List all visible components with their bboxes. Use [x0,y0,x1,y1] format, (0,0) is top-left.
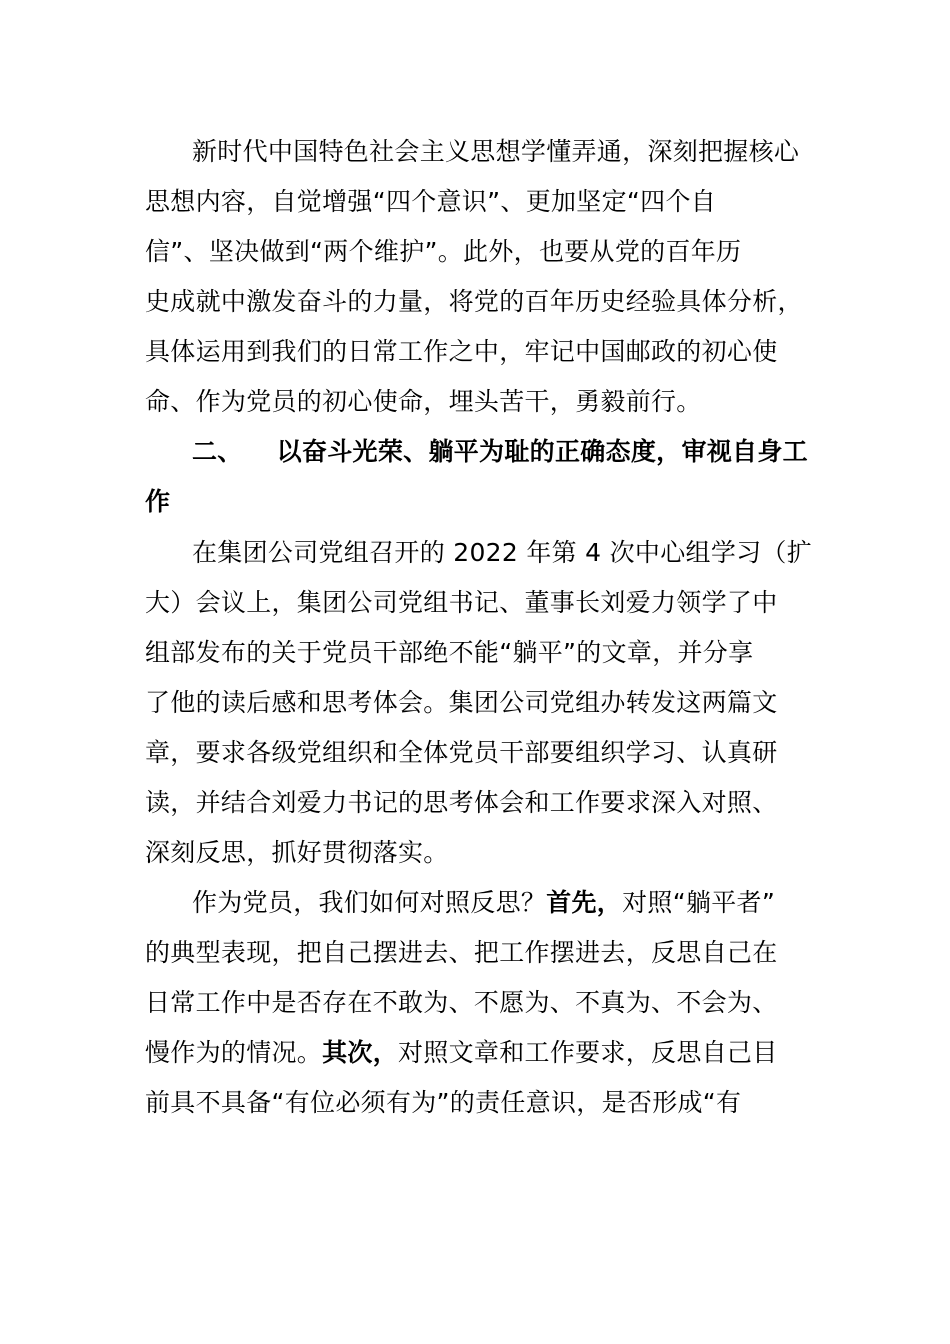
section-heading-line-2: 作 [145,487,171,516]
paragraph-2-line-2: 大）会议上，集团公司党组书记、董事长刘爱力领学了中 [145,588,778,617]
paragraph-2-line-4: 了他的读后感和思考体会。集团公司党组办转发这两篇文 [145,688,778,717]
paragraph-3-line-4-start: 慢作为的情况。 [145,1038,323,1067]
paragraph-2-line-6: 读，并结合刘爱力书记的思考体会和工作要求深入对照、 [145,788,778,817]
section-heading-text: 以奋斗光荣、躺平为耻的正确态度，审视自身工 [276,437,808,466]
paragraph-3-line-1 [192,878,775,928]
paragraph-2-line-7: 深刻反思，抓好贯彻落实。 [145,838,449,867]
paragraph-1-line-3: 信”、坚决做到“两个维护”。此外，也要从党的百年历 [145,237,742,266]
section-heading-number: 二、 [192,437,243,466]
section-heading [192,427,808,477]
paragraph-1-line-4: 史成就中激发奋斗的力量，将党的百年历史经验具体分析， [145,287,803,316]
paragraph-3-line-5: 前具不具备“有位必须有为”的责任意识，是否形成“有 [145,1088,742,1117]
paragraph-3-line-1-start: 作为党员，我们如何对照反思？ [192,888,547,917]
paragraph-1-line-5: 具体运用到我们的日常工作之中，牢记中国邮政的初心使 [145,337,778,366]
paragraph-3-line-4 [145,1028,778,1078]
paragraph-1-line-6: 命、作为党员的初心使命，埋头苦干，勇毅前行。 [145,387,702,416]
paragraph-1-line-1: 新时代中国特色社会主义思想学懂弄通，深刻把握核心 [192,137,800,166]
paragraph-3-line-1-end: 对照“躺平者” [622,888,776,917]
paragraph-2-line-1: 在集团公司党组召开的 2022 年第 4 次中心组学习（扩 [192,538,813,567]
paragraph-2-line-3: 组部发布的关于党员干部绝不能“躺平”的文章，并分享 [145,638,754,667]
emphasis-second: 其次， [322,1038,399,1067]
paragraph-3-line-4-end: 对照文章和工作要求，反思自己目 [398,1038,778,1067]
paragraph-1-line-2: 思想内容，自觉增强“四个意识”、更加坚定“四个自 [145,187,717,216]
paragraph-3-line-2: 的典型表现，把自己摆进去、把工作摆进去，反思自己在 [145,938,778,967]
paragraph-3-line-3: 日常工作中是否存在不敢为、不愿为、不真为、不会为、 [145,988,778,1017]
paragraph-2-line-5: 章，要求各级党组织和全体党员干部要组织学习、认真研 [145,738,778,767]
emphasis-first: 首先， [546,888,623,917]
